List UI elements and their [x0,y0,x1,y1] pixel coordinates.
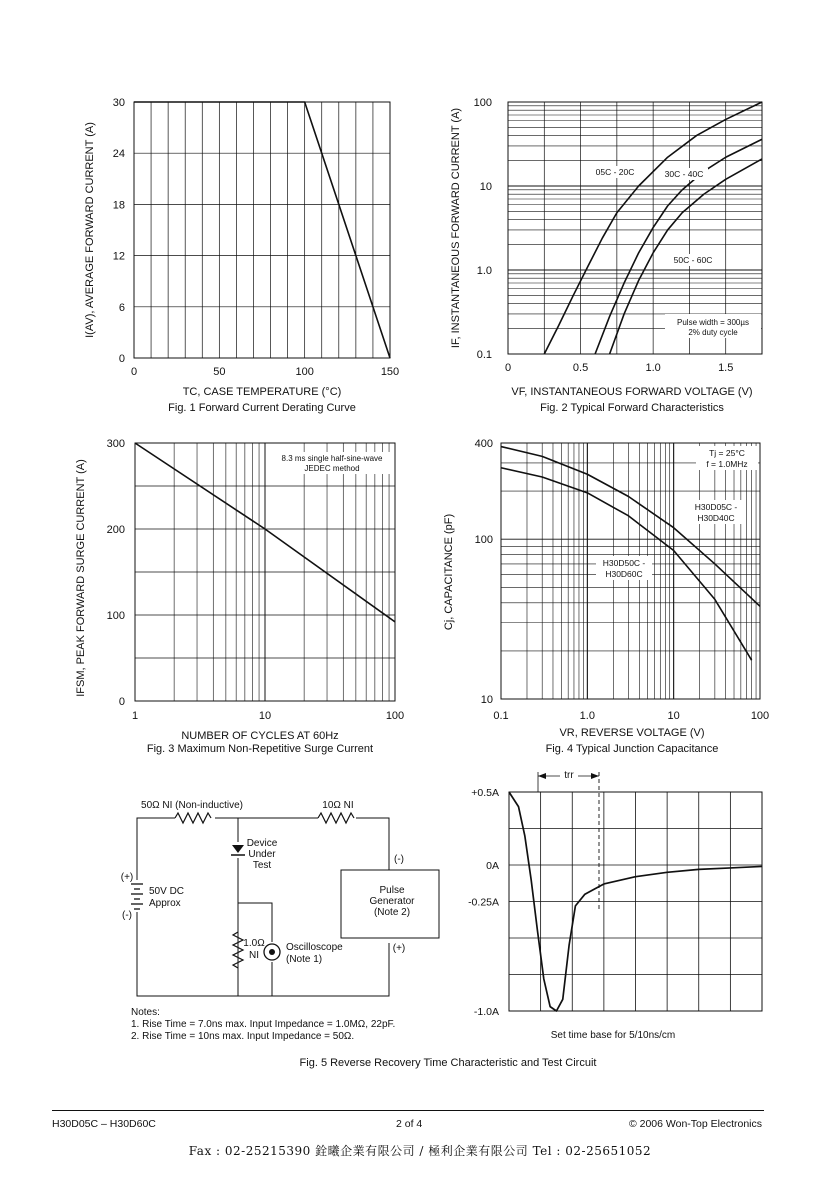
fig2-series-label: 30C - 40C [664,169,704,179]
fig4-xlabel: VR, REVERSE VOLTAGE (V) [559,727,705,739]
fig4-xtick-label: 0.1 [493,710,509,722]
fig3-note: 8.3 ms single half-sine-wave [281,454,383,463]
footer-part-number: H30D05C – H30D60C [52,1118,156,1130]
fig2-series-label: 05C - 20C [595,167,635,177]
fig3-xtick-label: 10 [258,710,272,722]
footer-page: 2 of 4 [396,1118,423,1130]
oscilloscope-label: (Note 1) [286,954,323,965]
fig5-caption: Fig. 5 Reverse Recovery Time Characteristic and Test Circuit [299,1057,597,1069]
fig2-ytick-label: 10 [479,181,492,193]
fig2-ylabel: IF, INSTANTANEOUS FORWARD CURRENT (A) [450,107,462,349]
footer-rule [52,1110,764,1111]
fig5-trr-label: trr [564,770,574,781]
fig2-ytick-label: 1.0 [476,265,492,277]
fig4-ylabel: Cj, CAPACITANCE (pF) [443,513,455,631]
fig5-ytick-label: +0.5A [471,787,499,799]
fig5-trr-arrowhead [591,773,599,779]
fig1-xtick-label: 50 [213,366,226,378]
pulse-generator-minus-label: (-) [394,854,404,865]
fig4-caption: Fig. 4 Typical Junction Capacitance [545,743,719,755]
fig2-note: 2% duty cycle [688,328,738,337]
circuit-notes: Notes: [131,1007,160,1018]
battery-gap [130,880,144,912]
pulse-generator-label: (Note 2) [373,907,411,918]
device-under-test-label: Test [252,860,272,871]
diode-icon [232,845,244,853]
circuit-wire [356,818,389,870]
battery-label: Approx [149,898,181,909]
fig4-series-label: H30D60C [605,569,643,579]
fig2-note: Pulse width = 300µs [677,318,749,327]
fig5-ytick-label: -1.0A [473,1006,499,1018]
fig4-xtick-label: 1.0 [579,710,595,722]
oscilloscope-label: Oscilloscope [286,942,343,953]
fig1-caption: Fig. 1 Forward Current Derating Curve [168,402,356,414]
fig3-xtick-label: 100 [385,710,405,722]
fig4-series-label: H30D40C [697,513,735,523]
fig1-series-line [134,102,390,358]
device-under-test-label: Under [248,849,276,860]
fig3-xtick-label: 1 [131,710,139,722]
fig4-note: f = 1.0MHz [706,459,748,469]
fig5-xlabel: Set time base for 5/10ns/cm [550,1030,676,1041]
fig1-ytick-label: 30 [112,97,125,109]
battery-label: 50V DC [149,886,185,897]
fig4-ytick-label: 100 [474,534,493,547]
footer-contact: Fax : 02-25215390 銓曦企業有限公司 / 極利企業有限公司 Tel : 02-25651052 [188,1144,652,1158]
fig4-series-label: H30D05C - [694,502,738,512]
fig4-xtick-label: 100 [750,710,770,722]
circuit-wire [137,818,175,880]
pulse-generator-label: Generator [369,896,415,907]
fig4-series-label: H30D50C - [602,558,646,568]
fig1-frame [134,102,390,358]
fig1-ylabel: I(AV), AVERAGE FORWARD CURRENT (A) [84,122,96,338]
fig4-xtick-label: 10 [667,710,680,722]
device-under-test-label: Device [246,838,278,849]
resistor-1-ohm-label: 1.0Ω [243,938,265,949]
resistor-10-ohm [318,813,354,823]
fig3-ylabel: IFSM, PEAK FORWARD SURGE CURRENT (A) [75,459,87,697]
circuit-wire [238,903,272,942]
fig1-ytick-label: 18 [112,199,125,212]
fig2-series-label: 50C - 60C [673,255,713,265]
fig2-ytick-label: 0.1 [476,349,492,361]
resistor-1-ohm-label: NI [249,950,259,961]
resistor-50-ohm-label: 50Ω NI (Non-inductive) [141,800,243,811]
fig1-ytick-label: 24 [112,148,125,161]
fig4-ytick-label: 400 [474,438,493,450]
fig1-ytick-label: 6 [118,301,125,314]
fig2-xtick-label: 0.5 [572,362,589,374]
circuit-notes: 1. Rise Time = 7.0ns max. Input Impedance = 1.0MΩ, 22pF. [131,1019,396,1030]
fig4-note: Tj = 25°C [709,448,745,458]
fig3-ytick-label: 200 [106,524,125,536]
fig5-ytick-label: -0.25A [468,896,499,909]
fig2-xtick-label: 1.5 [718,362,734,374]
circuit-notes: 2. Rise Time = 10ns max. Input Impedance = 50Ω. [131,1031,355,1042]
battery-plus-label: (+) [120,872,134,883]
fig1-xtick-label: 150 [380,366,400,378]
battery-minus-label: (-) [122,910,132,921]
fig4-series-line [501,447,760,607]
fig3-caption: Fig. 3 Maximum Non-Repetitive Surge Current [146,743,374,755]
fig5-trr-arrowhead [538,773,546,779]
fig2-caption: Fig. 2 Typical Forward Characteristics [540,402,724,414]
pulse-generator-label: Pulse [379,885,405,896]
fig2-ytick-label: 100 [473,97,492,109]
fig2-xlabel: VF, INSTANTANEOUS FORWARD VOLTAGE (V) [511,386,753,398]
fig1-ytick-label: 0 [118,353,125,365]
resistor-10-ohm-label: 10Ω NI [322,800,354,811]
pulse-generator-plus-label: (+) [392,943,406,954]
fig1-ytick-label: 12 [112,250,125,263]
fig5-ytick-label: 0A [486,860,499,872]
footer-copyright: © 2006 Won-Top Electronics [628,1118,762,1130]
fig1-xtick-label: 100 [295,366,314,378]
oscilloscope-icon-center [269,949,275,955]
fig1-xlabel: TC, CASE TEMPERATURE (°C) [182,386,342,398]
fig2-xtick-label: 0 [504,362,512,374]
fig3-ytick-label: 300 [106,438,125,450]
fig3-ytick-label: 100 [106,610,125,622]
resistor-50-ohm [175,813,211,823]
fig4-ytick-label: 10 [480,694,493,706]
fig3-ytick-label: 0 [118,696,125,708]
fig1-xtick-label: 0 [130,366,138,378]
fig3-xlabel: NUMBER OF CYCLES AT 60Hz [181,730,339,742]
fig3-note: JEDEC method [304,464,360,473]
fig2-xtick-label: 1.0 [645,362,661,374]
